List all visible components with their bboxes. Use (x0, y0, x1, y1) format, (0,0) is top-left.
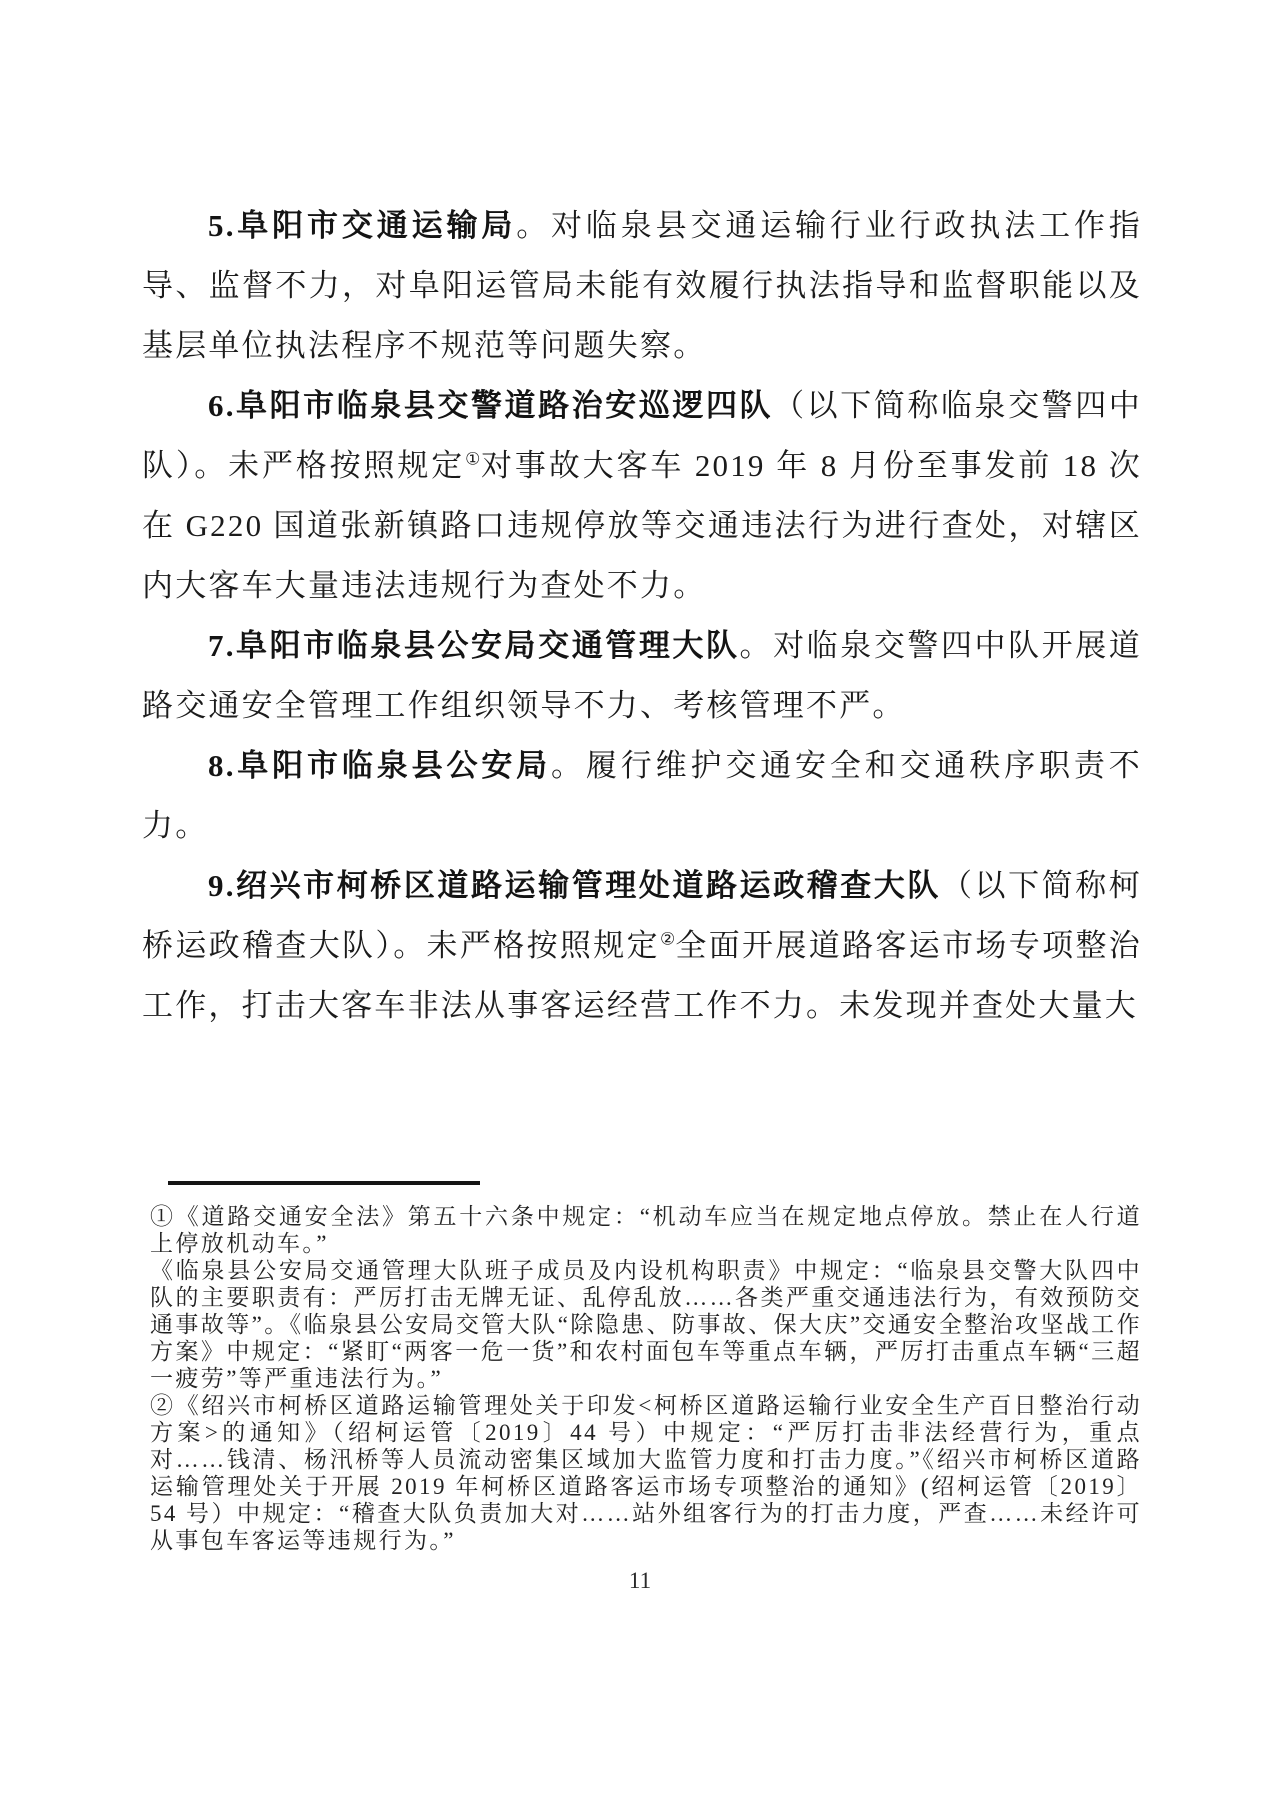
paragraph-9-text: （以下简称柯桥运政稽查大队）。未严格按照规定 (142, 868, 1142, 963)
paragraph-5-heading: 5.阜阳市交通运输局 (208, 208, 517, 243)
paragraph-8-text: 。履行维护交通安全和交通秩序职责不力。 (142, 748, 1142, 843)
footnote-ref-2: ② (659, 929, 676, 949)
paragraph-7-text: 。对临泉交警四中队开展道路交通安全管理工作组织领导不力、考核管理不严。 (142, 628, 1142, 723)
paragraph-8 (142, 736, 1142, 856)
paragraph-7-heading: 7.阜阳市临泉县公安局交通管理大队 (208, 628, 740, 663)
footnote-1-marker: ① (150, 1204, 176, 1229)
footnote-1-part-2 (150, 1257, 1142, 1392)
footnote-separator (168, 1181, 480, 1185)
paragraph-6-heading: 6.阜阳市临泉县交警道路治安巡逻四队 (208, 388, 774, 423)
footnote-2-text: 《绍兴市柯桥区道路运输管理处关于印发<柯桥区道路运输行业安全生产百日整治行动方案>的通知》（绍柯运管〔2019〕44 号）中规定：“严厉打击非法经营行为，重点对……钱清、杨汛桥等人员流动密集区域加大监管力度和打击力度。”《绍兴市柯桥区道路运输管理处关于开展 2019 年柯桥区道路客运市场专项整治的通知》(绍柯运管〔2019〕54 号）中规定：“稽查大队负责加大对……站外组客行为的打击力度，严查……未经许可从事包车客运等违规行为。” (150, 1393, 1142, 1553)
paragraph-9-text-cont: 全面开展道路客运市场专项整治工作，打击大客车非法从事客运经营工作不力。未发现并查处大量大 (142, 928, 1142, 1023)
paragraph-9-heading: 9.绍兴市柯桥区道路运输管理处道路运政稽查大队 (208, 868, 941, 903)
paragraph-5-text: 。对临泉县交通运输行业行政执法工作指导、监督不力，对阜阳运管局未能有效履行执法指导和监督职能以及基层单位执法程序不规范等问题失察。 (142, 208, 1142, 363)
report-body (142, 196, 1142, 1036)
footnote-2 (150, 1392, 1142, 1554)
paragraph-6-text: （以下简称临泉交警四中队）。未严格按照规定 (142, 388, 1142, 483)
footnote-1-text: 《道路交通安全法》第五十六条中规定：“机动车应当在规定地点停放。禁止在人行道上停放机动车。” (150, 1204, 1142, 1256)
paragraph-6-text-cont: 对事故大客车 2019 年 8 月份至事发前 18 次在 G220 国道张新镇路口违规停放等交通违法行为进行查处，对辖区内大客车大量违法违规行为查处不力。 (142, 448, 1142, 603)
paragraph-6 (142, 376, 1142, 616)
footnote-ref-1: ① (465, 449, 482, 469)
paragraph-9 (142, 856, 1142, 1036)
footnote-1-part-2-text: 《临泉县公安局交通管理大队班子成员及内设机构职责》中规定：“临泉县交警大队四中队的主要职责有：严厉打击无牌无证、乱停乱放……各类严重交通违法行为，有效预防交通事故等”。《临泉县公安局交管大队“除隐患、防事故、保大庆”交通安全整治攻坚战工作方案》中规定：“紧盯“两客一危一货”和农村面包车等重点车辆，严厉打击重点车辆“三超一疲劳”等严重违法行为。” (150, 1258, 1142, 1391)
footnotes-section (150, 1203, 1142, 1554)
footnote-2-marker: ② (150, 1393, 176, 1418)
footnote-1-part-1 (150, 1203, 1142, 1257)
paragraph-7 (142, 616, 1142, 736)
page-number: 11 (628, 1568, 652, 1593)
paragraph-8-heading: 8.阜阳市临泉县公安局 (208, 748, 552, 783)
paragraph-5 (142, 196, 1142, 376)
